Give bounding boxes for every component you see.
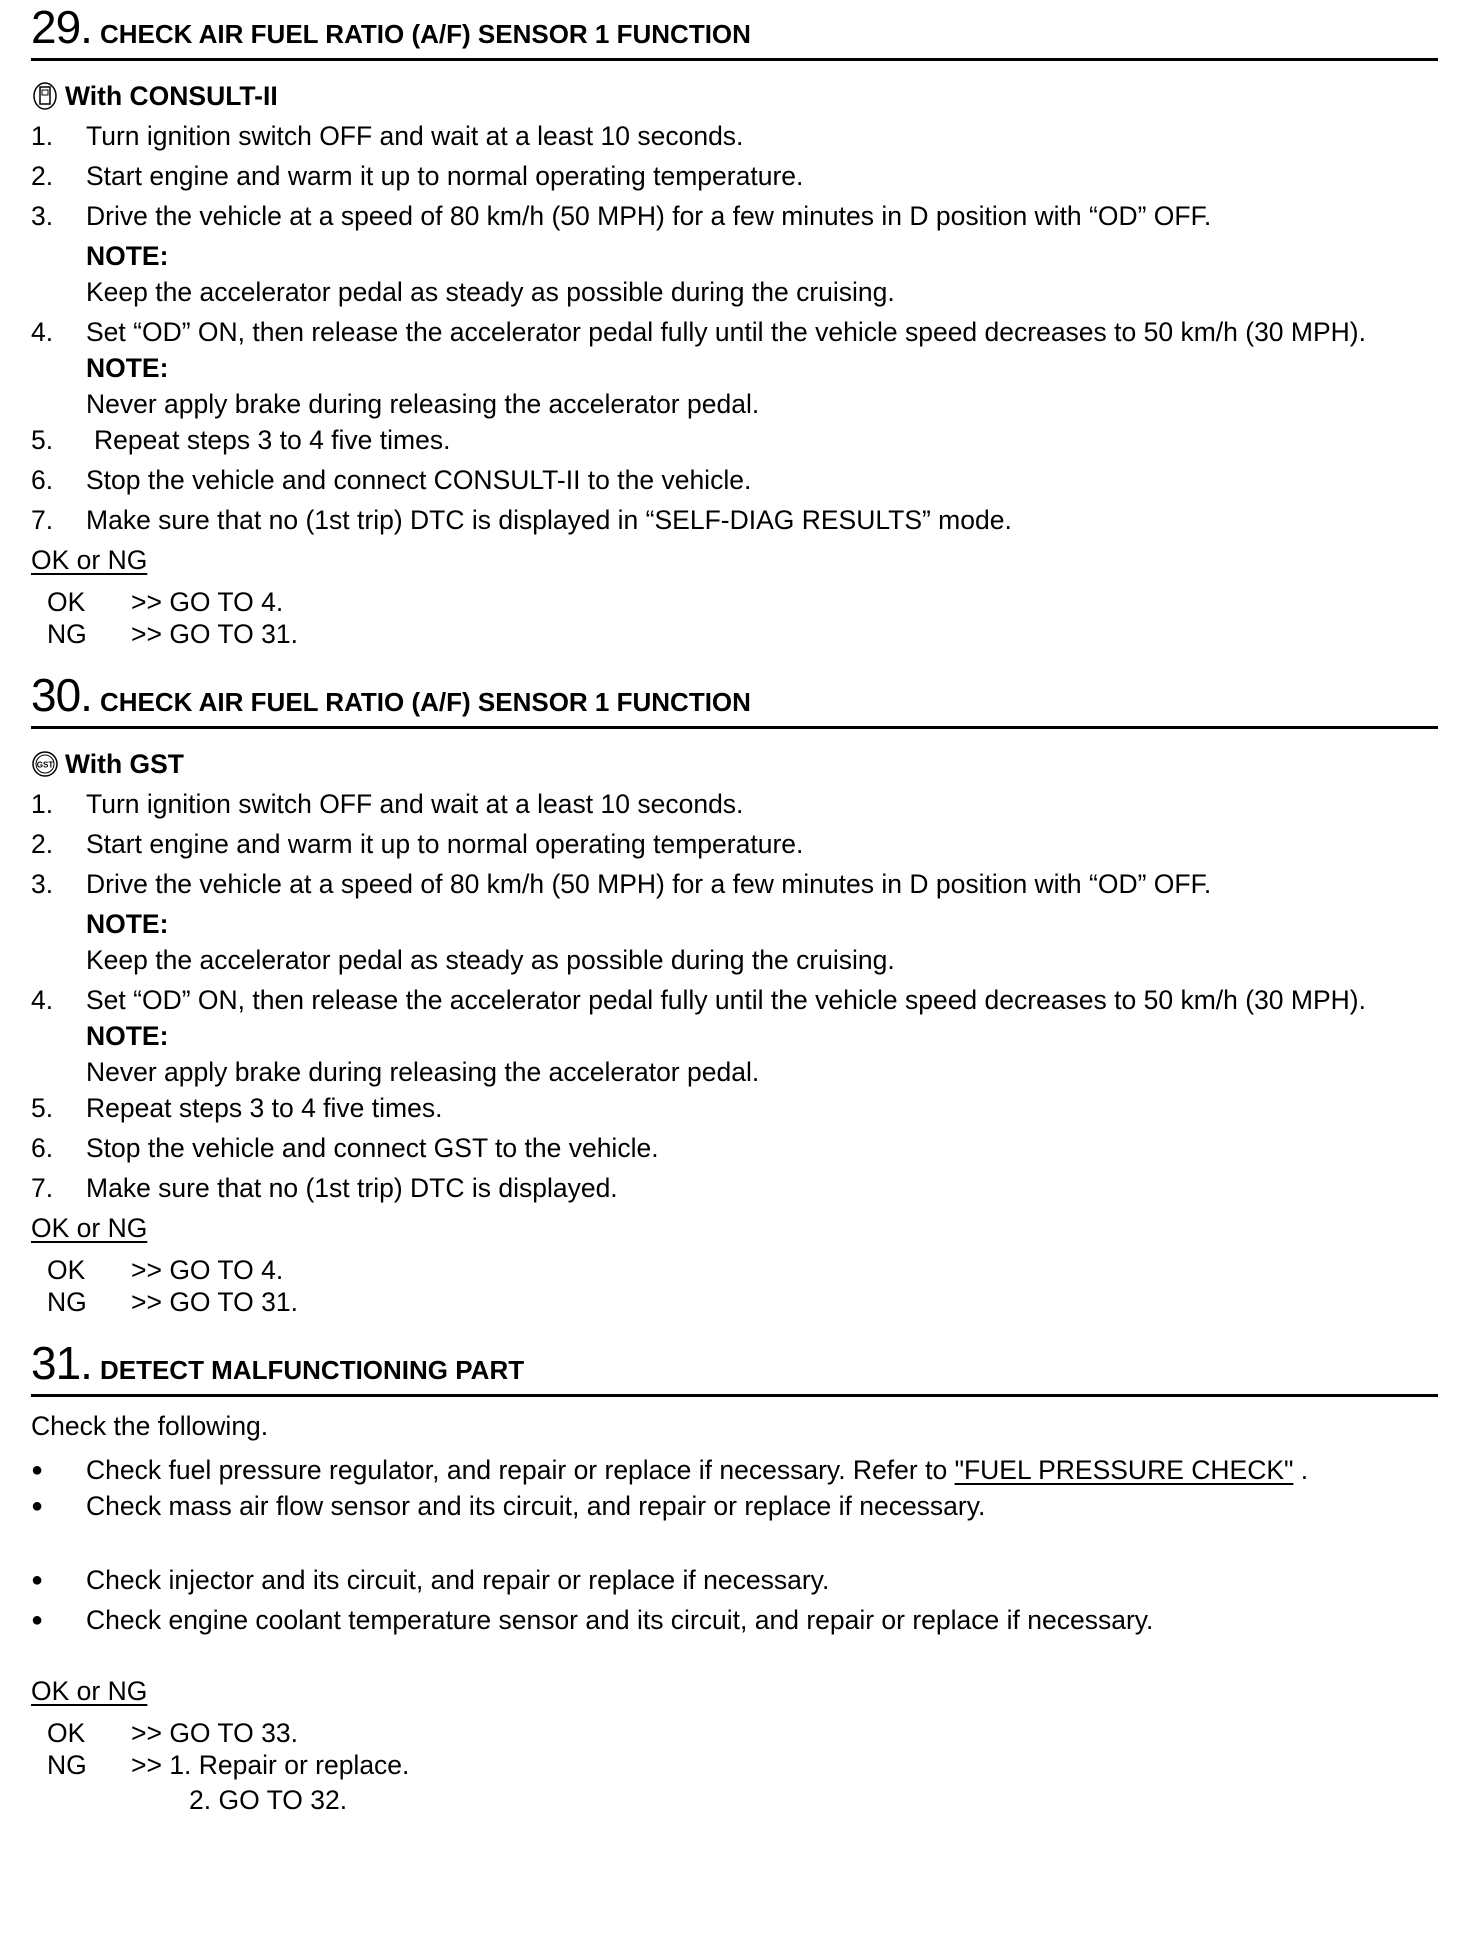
step-number: 7. [31,1173,54,1203]
note-label: NOTE: [86,353,169,383]
result-value: >> GO TO 33. [131,1718,298,1748]
section-heading [31,1336,1438,1397]
result-key: OK [47,1255,86,1285]
bullet-icon: ● [31,1609,44,1631]
step-text: Drive the vehicle at a speed of 80 km/h (50 MPH) for a few minutes in D position with “OD” OFF. [86,201,1212,231]
note-text: Keep the accelerator pedal as steady as possible during the cruising. [86,277,895,307]
result-row [31,586,1438,618]
step-text: Stop the vehicle and connect GST to the vehicle. [86,1133,659,1163]
bullet-text-part: Check fuel pressure regulator, and repair or replace if necessary. Refer to [86,1455,955,1485]
note-label: NOTE: [86,241,169,271]
step-number: 7. [31,505,54,535]
step [31,824,1438,864]
fuel-pressure-check-link[interactable]: "FUEL PRESSURE CHECK" [954,1455,1294,1485]
result-key: NG [47,1750,87,1780]
step [31,1088,1438,1128]
step-text: Drive the vehicle at a speed of 80 km/h (50 MPH) for a few minutes in D position with “OD” OFF. [86,869,1212,899]
step [31,308,1438,348]
tool-label: With GST [65,749,184,779]
result-value: >> GO TO 4. [131,587,284,617]
ok-or-ng-text: OK or NG [31,1676,148,1706]
step [31,196,1438,236]
gst-icon [31,749,59,779]
step-text: Turn ignition switch OFF and wait at a least 10 seconds. [86,121,744,151]
step-text: Make sure that no (1st trip) DTC is displayed in “SELF-DIAG RESULTS” mode. [86,505,1012,535]
result-key: OK [47,587,86,617]
bullet-icon: ● [31,1495,44,1517]
step [31,420,1438,460]
step-text: Set “OD” ON, then release the accelerator pedal fully until the vehicle speed decreases to 50 km/h (30 MPH). [86,985,1366,1015]
step [31,460,1438,500]
result-key: NG [47,619,87,649]
tool-label: With CONSULT-II [65,81,278,111]
bullet-text [86,1454,1378,1486]
result-row [31,1286,1438,1318]
result-key: OK [47,1718,86,1748]
step [31,156,1438,196]
result-value: >> GO TO 31. [131,1287,298,1317]
section-number: 30. [31,669,92,721]
bullet-text: Check engine coolant temperature sensor and its circuit, and repair or replace if necessary. [86,1605,1154,1635]
note-label: NOTE: [86,1021,169,1051]
svg-text:GST: GST [36,760,54,770]
service-manual-page [31,0,1438,1819]
note-text: Never apply brake during releasing the accelerator pedal. [86,389,760,419]
intro-text: Check the following. [31,1411,269,1441]
result-row [31,1254,1438,1286]
step-number: 2. [31,161,54,191]
result-row [31,1749,1438,1781]
step [31,1128,1438,1168]
step-number: 2. [31,829,54,859]
result-key [31,1781,131,1819]
bullet-item [31,1446,1438,1486]
section-heading [31,0,1438,61]
step-number: 5. [31,425,54,455]
step-number: 1. [31,121,54,151]
note-label: NOTE: [86,909,169,939]
bullet-text: Check injector and its circuit, and repair or replace if necessary. [86,1565,830,1595]
bullet-icon: ● [31,1569,44,1591]
step-number: 3. [31,869,54,899]
step-text: Stop the vehicle and connect CONSULT-II to the vehicle. [86,465,752,495]
section-29 [31,0,1438,650]
result-row [31,618,1438,650]
step-number: 6. [31,1133,54,1163]
bullet-item [31,1560,1438,1600]
step-number: 4. [31,985,54,1015]
step-text: Start engine and warm it up to normal operating temperature. [86,829,804,859]
tool-heading [31,744,1438,784]
tool-heading [31,76,1438,116]
step-number: 5. [31,1093,54,1123]
section-title: DETECT MALFUNCTIONING PART [99,1355,525,1385]
step-text: Start engine and warm it up to normal operating temperature. [86,161,804,191]
section-31 [31,1336,1438,1819]
step [31,1168,1438,1208]
ok-or-ng-label [31,1671,1438,1711]
step-number: 3. [31,201,54,231]
bullet-icon: ● [31,1459,44,1481]
bullet-item [31,1486,1438,1526]
step [31,864,1438,904]
ok-or-ng-label [31,540,1438,580]
note-text: Keep the accelerator pedal as steady as possible during the cruising. [86,945,895,975]
section-heading [31,668,1438,729]
ok-or-ng-text: OK or NG [31,1213,148,1243]
section-title: CHECK AIR FUEL RATIO (A/F) SENSOR 1 FUNCTION [99,19,751,49]
result-value: 2. GO TO 32. [189,1785,348,1815]
result-row [31,1717,1438,1749]
step-text: Set “OD” ON, then release the accelerator pedal fully until the vehicle speed decreases to 50 km/h (30 MPH). [86,317,1366,347]
step-text: Turn ignition switch OFF and wait at a least 10 seconds. [86,789,744,819]
step-text: Repeat steps 3 to 4 five times. [86,1093,443,1123]
step-text: Repeat steps 3 to 4 five times. [94,425,451,455]
section-number: 31. [31,1337,92,1389]
step [31,784,1438,824]
note-text: Never apply brake during releasing the accelerator pedal. [86,1057,760,1087]
result-value: >> GO TO 31. [131,619,298,649]
step-number: 1. [31,789,54,819]
ok-or-ng-label [31,1208,1438,1248]
bullet-text: Check mass air flow sensor and its circuit, and repair or replace if necessary. [86,1491,986,1521]
spacer [31,1526,1438,1560]
step [31,976,1438,1016]
step [31,500,1438,540]
step-number: 6. [31,465,54,495]
result-value: >> GO TO 4. [131,1255,284,1285]
step [31,116,1438,156]
section-30 [31,668,1438,1318]
bullet-text-part: . [1293,1455,1309,1485]
ok-or-ng-text: OK or NG [31,545,148,575]
result-value: >> 1. Repair or replace. [131,1750,410,1780]
section-title: CHECK AIR FUEL RATIO (A/F) SENSOR 1 FUNCTION [99,687,751,717]
step-number: 4. [31,317,54,347]
result-key: NG [47,1287,87,1317]
step-text: Make sure that no (1st trip) DTC is displayed. [86,1173,618,1203]
result-row [31,1781,1438,1819]
consult-icon [31,81,59,111]
section-number: 29. [31,1,92,53]
bullet-item [31,1600,1438,1640]
